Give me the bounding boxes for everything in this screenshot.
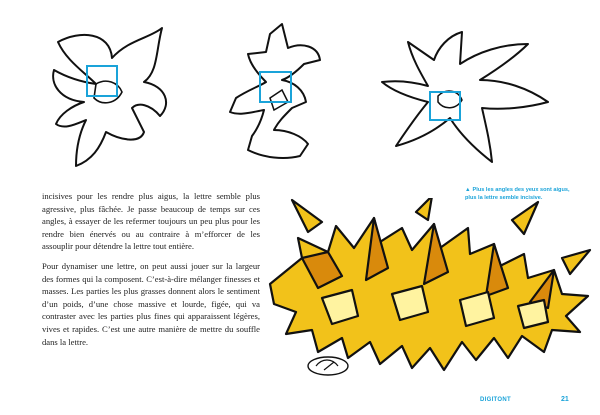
- letter-sketch-1: [40, 20, 180, 180]
- letter-sketch-2: [222, 20, 342, 180]
- graffiti-piece-illustration: [262, 198, 592, 388]
- caption-text: Plus les angles des yeux sont aigus, plus la lettre semble incisive.: [465, 187, 570, 201]
- body-paragraph-2: Pour dynamiser une lettre, on peut aussi jouer sur la largeur des formes qui la composent. C’est-à-dire mélanger finesses et masses. Les parties les plus grasses donnent alors le sentiment d’un poids, d’une chose massive et lourde, figée, qui va contraster avec les parties plus fines qui apparaissent légères, vives et rapides. C’est une autre manière de mettre du souffle dans la lettre.: [42, 260, 260, 347]
- body-paragraph-1: incisives pour les rendre plus aigus, la lettre semble plus agressive, plus fâchée. Je passe beaucoup de temps sur ces angles, à essayer de les refermer toujours un peu plus pour les rendre bien énervés ou au contraire à m’efforcer de les assouplir pour détendre la lettre tout entière.: [42, 191, 260, 252]
- book-title-tag: DIGITONT: [480, 397, 511, 403]
- caption-marker: ▲: [465, 187, 471, 193]
- page-number: 21: [561, 396, 569, 403]
- body-text: [42, 190, 260, 355]
- letter-sketch-3: [378, 22, 558, 172]
